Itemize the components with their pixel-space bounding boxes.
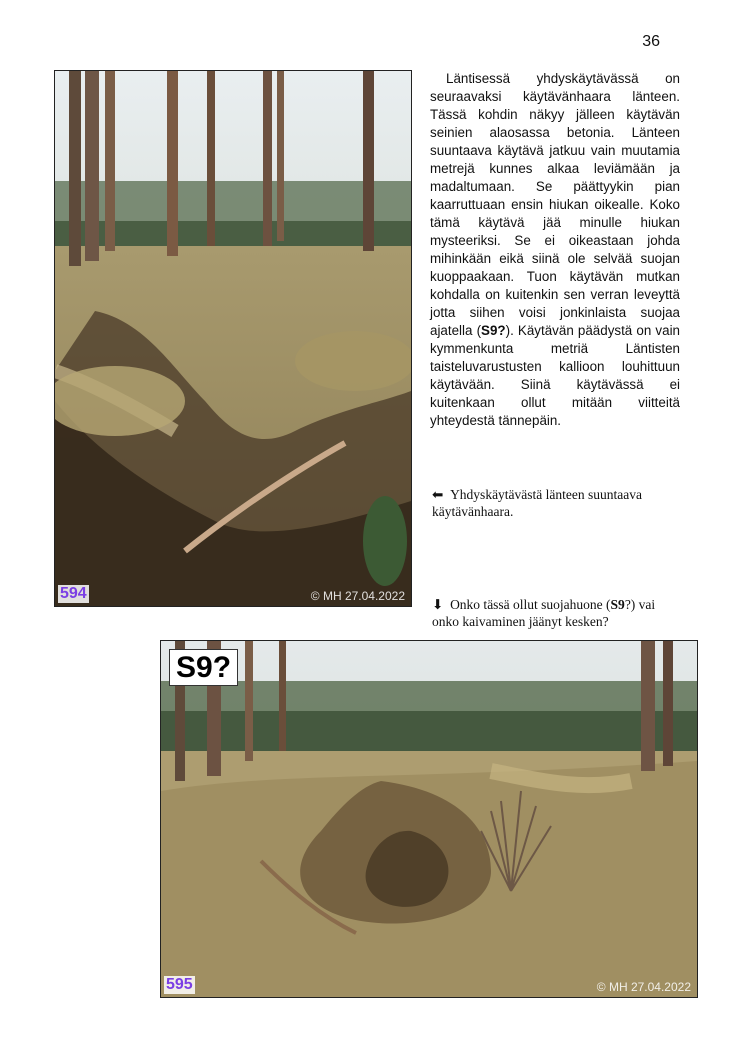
arrow-left-icon: ⬅ bbox=[432, 487, 444, 502]
caption-bold: S9 bbox=[610, 597, 625, 612]
body-text-part: ). Käytävän päädystä on vain kymmenkunta metriä Läntisten taisteluvarustusten kallioon louhittuun käytävään. Siinä käytävässä ei kuitenkaan ollut mitään viitteitä yhteydestä tännepäin. bbox=[430, 323, 680, 428]
caption-text: Yhdyskäytävästä länteen suuntaava käytävänhaara. bbox=[432, 487, 642, 519]
page-number: 36 bbox=[642, 33, 660, 50]
photo-595 bbox=[160, 640, 698, 998]
photo-number: 594 bbox=[60, 585, 87, 602]
forest-trench-photo-icon bbox=[161, 641, 697, 997]
caption-text: ?) vai onko kaivaminen jäänyt kesken? bbox=[432, 597, 656, 629]
body-text-bold: S9? bbox=[481, 323, 506, 338]
arrow-down-icon: ⬇ bbox=[432, 597, 444, 612]
photo-copyright: © MH 27.04.2022 bbox=[596, 980, 691, 994]
photo-number: 595 bbox=[166, 976, 193, 993]
caption-595 bbox=[432, 596, 684, 630]
forest-trench-photo-icon bbox=[55, 71, 411, 606]
photo-594 bbox=[54, 70, 412, 607]
photo-label: S9? bbox=[169, 649, 238, 686]
caption-594 bbox=[432, 486, 684, 520]
body-text-part: Läntisessä yhdyskäytävässä on seuraavaksi käytävänhaara länteen. Tässä kohdin näkyy jälleen käytävän seinien alaosassa betonia. Länteen suuntaava käytävä jatkuu vain muutamia metrejä kunnes alkaa leviämään ja madaltumaan. Se päättyykin pian kaarruttuaan ensin hiukan oikealle. Koko tämä käytävä jää minulle hiukan mysteeriksi. Se ei oikeastaan johda mihinkään eikä siinä ole selvää suojan kuoppaakaan. Tuon käytävän mutkan kohdalla on kuitenkin sen verran leveyttä jotta siihen voisi jonkinlaista suojaa ajatella ( bbox=[430, 71, 680, 338]
caption-text: Onko tässä ollut suojahuone ( bbox=[450, 597, 611, 612]
photo-copyright: © MH 27.04.2022 bbox=[310, 589, 405, 603]
body-paragraph bbox=[430, 70, 680, 430]
